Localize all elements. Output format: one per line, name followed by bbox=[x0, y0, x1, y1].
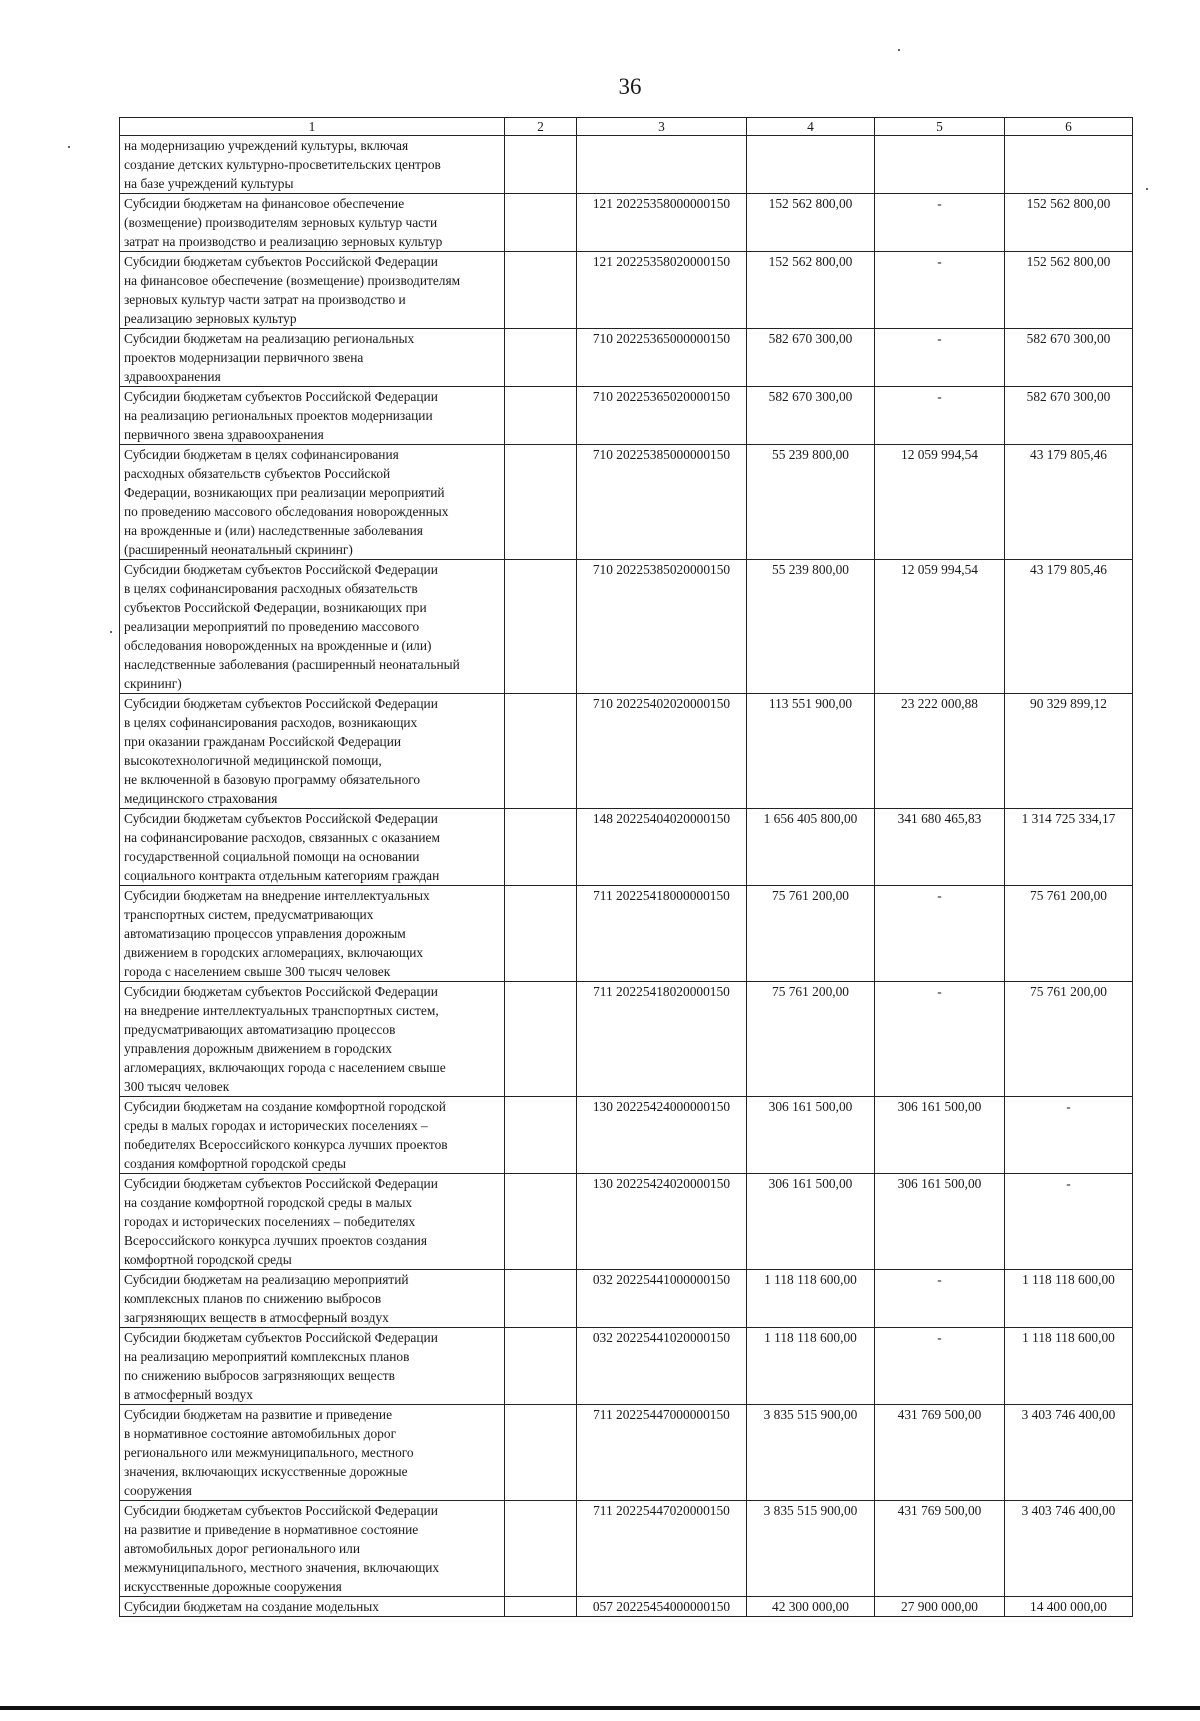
row-remaining-amount: 582 670 300,00 bbox=[1005, 329, 1133, 387]
row-budget-code: 032 20225441000000150 bbox=[577, 1270, 747, 1328]
row-approved-amount: 113 551 900,00 bbox=[747, 694, 875, 809]
row-col2 bbox=[505, 445, 577, 560]
row-approved-amount: 75 761 200,00 bbox=[747, 886, 875, 982]
row-executed-amount: 306 161 500,00 bbox=[875, 1174, 1005, 1270]
row-col2 bbox=[505, 1501, 577, 1597]
row-description: Субсидии бюджетам субъектов Российской Федерации на внедрение интеллектуальных транспортных систем, предусматривающих автоматизацию процессов управления дорожным движением в городских агломерациях, включающих города с населением свыше 300 тысяч человек bbox=[120, 982, 505, 1097]
row-approved-amount: 152 562 800,00 bbox=[747, 194, 875, 252]
budget-table bbox=[119, 117, 1133, 1617]
table-row bbox=[120, 1097, 1133, 1174]
table-row bbox=[120, 252, 1133, 329]
row-col2 bbox=[505, 982, 577, 1097]
row-description: Субсидии бюджетам субъектов Российской Федерации на развитие и приведение в нормативное состояние автомобильных дорог регионального или межмуниципального, местного значения, включающих искусственные дорожные сооружения bbox=[120, 1501, 505, 1597]
row-executed-amount: - bbox=[875, 194, 1005, 252]
row-col2 bbox=[505, 1270, 577, 1328]
row-col2 bbox=[505, 1597, 577, 1617]
row-approved-amount: 55 239 800,00 bbox=[747, 560, 875, 694]
row-executed-amount: - bbox=[875, 982, 1005, 1097]
row-approved-amount bbox=[747, 136, 875, 194]
table-body bbox=[120, 136, 1133, 1617]
row-approved-amount: 1 118 118 600,00 bbox=[747, 1328, 875, 1405]
row-approved-amount: 3 835 515 900,00 bbox=[747, 1405, 875, 1501]
row-approved-amount: 152 562 800,00 bbox=[747, 252, 875, 329]
table-row bbox=[120, 1405, 1133, 1501]
column-header: 5 bbox=[875, 118, 1005, 136]
row-budget-code: 130 20225424000000150 bbox=[577, 1097, 747, 1174]
row-col2 bbox=[505, 1174, 577, 1270]
row-col2 bbox=[505, 329, 577, 387]
row-executed-amount: 431 769 500,00 bbox=[875, 1501, 1005, 1597]
row-remaining-amount: 582 670 300,00 bbox=[1005, 387, 1133, 445]
row-budget-code: 032 20225441020000150 bbox=[577, 1328, 747, 1405]
table-row bbox=[120, 194, 1133, 252]
row-approved-amount: 75 761 200,00 bbox=[747, 982, 875, 1097]
row-approved-amount: 582 670 300,00 bbox=[747, 387, 875, 445]
row-executed-amount: 12 059 994,54 bbox=[875, 445, 1005, 560]
row-budget-code: 121 20225358020000150 bbox=[577, 252, 747, 329]
row-description: Субсидии бюджетам субъектов Российской Федерации на реализацию мероприятий комплексных планов по снижению выбросов загрязняющих веществ в атмосферный воздух bbox=[120, 1328, 505, 1405]
table-row bbox=[120, 560, 1133, 694]
column-header: 1 bbox=[120, 118, 505, 136]
row-executed-amount: 12 059 994,54 bbox=[875, 560, 1005, 694]
row-description: Субсидии бюджетам субъектов Российской Федерации в целях софинансирования расходов, возникающих при оказании гражданам Российской Федерации высокотехнологичной медицинской помощи, не включенной в базовую программу обязательного медицинского страхования bbox=[120, 694, 505, 809]
table-row bbox=[120, 1597, 1133, 1617]
row-remaining-amount: 3 403 746 400,00 bbox=[1005, 1405, 1133, 1501]
row-approved-amount: 306 161 500,00 bbox=[747, 1097, 875, 1174]
row-remaining-amount: 3 403 746 400,00 bbox=[1005, 1501, 1133, 1597]
row-budget-code: 121 20225358000000150 bbox=[577, 194, 747, 252]
row-remaining-amount: 1 314 725 334,17 bbox=[1005, 809, 1133, 886]
row-col2 bbox=[505, 886, 577, 982]
row-remaining-amount: 75 761 200,00 bbox=[1005, 982, 1133, 1097]
table-row bbox=[120, 694, 1133, 809]
row-executed-amount: 27 900 000,00 bbox=[875, 1597, 1005, 1617]
row-col2 bbox=[505, 136, 577, 194]
row-col2 bbox=[505, 1328, 577, 1405]
row-remaining-amount bbox=[1005, 136, 1133, 194]
row-executed-amount bbox=[875, 136, 1005, 194]
row-col2 bbox=[505, 194, 577, 252]
row-col2 bbox=[505, 809, 577, 886]
table-row bbox=[120, 886, 1133, 982]
row-remaining-amount: 90 329 899,12 bbox=[1005, 694, 1133, 809]
row-col2 bbox=[505, 560, 577, 694]
column-header: 6 bbox=[1005, 118, 1133, 136]
scan-speck bbox=[1146, 188, 1148, 190]
table-row bbox=[120, 329, 1133, 387]
row-approved-amount: 42 300 000,00 bbox=[747, 1597, 875, 1617]
row-budget-code: 710 20225385000000150 bbox=[577, 445, 747, 560]
row-description: Субсидии бюджетам в целях софинансирования расходных обязательств субъектов Российской Федерации, возникающих при реализации мероприятий по проведению массового обследования новорожденных на врожденные и (или) наследственные заболевания (расширенный неонатальный скрининг) bbox=[120, 445, 505, 560]
row-col2 bbox=[505, 694, 577, 809]
row-description: Субсидии бюджетам на создание комфортной городской среды в малых городах и исторических поселениях – победителях Всероссийского конкурса лучших проектов создания комфортной городской среды bbox=[120, 1097, 505, 1174]
table-row bbox=[120, 809, 1133, 886]
page-number: 36 bbox=[618, 74, 642, 99]
row-col2 bbox=[505, 1405, 577, 1501]
scan-speck bbox=[898, 49, 900, 51]
row-remaining-amount: 1 118 118 600,00 bbox=[1005, 1270, 1133, 1328]
row-remaining-amount: 152 562 800,00 bbox=[1005, 194, 1133, 252]
row-remaining-amount: 43 179 805,46 bbox=[1005, 560, 1133, 694]
row-col2 bbox=[505, 252, 577, 329]
table-row bbox=[120, 1270, 1133, 1328]
row-approved-amount: 55 239 800,00 bbox=[747, 445, 875, 560]
row-approved-amount: 1 118 118 600,00 bbox=[747, 1270, 875, 1328]
column-header: 2 bbox=[505, 118, 577, 136]
row-executed-amount: - bbox=[875, 252, 1005, 329]
row-budget-code: 711 20225418000000150 bbox=[577, 886, 747, 982]
row-executed-amount: 431 769 500,00 bbox=[875, 1405, 1005, 1501]
row-budget-code: 711 20225447000000150 bbox=[577, 1405, 747, 1501]
row-description: Субсидии бюджетам на реализацию региональных проектов модернизации первичного звена здравоохранения bbox=[120, 329, 505, 387]
row-description: Субсидии бюджетам на внедрение интеллектуальных транспортных систем, предусматривающих автоматизацию процессов управления дорожным движением в городских агломерациях, включающих города с населением свыше 300 тысяч человек bbox=[120, 886, 505, 982]
row-approved-amount: 1 656 405 800,00 bbox=[747, 809, 875, 886]
table-header-row bbox=[120, 118, 1133, 136]
column-header: 4 bbox=[747, 118, 875, 136]
row-budget-code bbox=[577, 136, 747, 194]
row-approved-amount: 3 835 515 900,00 bbox=[747, 1501, 875, 1597]
row-budget-code: 711 20225418020000150 bbox=[577, 982, 747, 1097]
table-row bbox=[120, 445, 1133, 560]
row-executed-amount: - bbox=[875, 329, 1005, 387]
column-header: 3 bbox=[577, 118, 747, 136]
row-budget-code: 710 20225365020000150 bbox=[577, 387, 747, 445]
table-row bbox=[120, 1501, 1133, 1597]
row-executed-amount: - bbox=[875, 1270, 1005, 1328]
row-description: Субсидии бюджетам на реализацию мероприятий комплексных планов по снижению выбросов загрязняющих веществ в атмосферный воздух bbox=[120, 1270, 505, 1328]
table-row bbox=[120, 982, 1133, 1097]
row-col2 bbox=[505, 387, 577, 445]
row-description: Субсидии бюджетам субъектов Российской Федерации в целях софинансирования расходных обязательств субъектов Российской Федерации, возникающих при реализации мероприятий по проведению массового обследования новорожденных на врожденные и (или) наследственные заболевания (расширенный неонатальный скрининг) bbox=[120, 560, 505, 694]
row-executed-amount: - bbox=[875, 886, 1005, 982]
row-remaining-amount: - bbox=[1005, 1097, 1133, 1174]
row-remaining-amount: 14 400 000,00 bbox=[1005, 1597, 1133, 1617]
row-executed-amount: 341 680 465,83 bbox=[875, 809, 1005, 886]
row-description: на модернизацию учреждений культуры, включая создание детских культурно-просветительских центров на базе учреждений культуры bbox=[120, 136, 505, 194]
row-description: Субсидии бюджетам субъектов Российской Федерации на софинансирование расходов, связанных с оказанием государственной социальной помощи на основании социального контракта отдельным категориям граждан bbox=[120, 809, 505, 886]
table-row bbox=[120, 136, 1133, 194]
row-description: Субсидии бюджетам субъектов Российской Федерации на создание комфортной городской среды в малых городах и исторических поселениях – победителях Всероссийского конкурса лучших проектов создания комфортной городской среды bbox=[120, 1174, 505, 1270]
row-executed-amount: - bbox=[875, 387, 1005, 445]
row-description: Субсидии бюджетам субъектов Российской Федерации на реализацию региональных проектов модернизации первичного звена здравоохранения bbox=[120, 387, 505, 445]
row-budget-code: 710 20225365000000150 bbox=[577, 329, 747, 387]
scan-speck bbox=[68, 146, 70, 148]
table-row bbox=[120, 1174, 1133, 1270]
row-executed-amount: 23 222 000,88 bbox=[875, 694, 1005, 809]
table-row bbox=[120, 387, 1133, 445]
row-budget-code: 130 20225424020000150 bbox=[577, 1174, 747, 1270]
row-description: Субсидии бюджетам на финансовое обеспечение (возмещение) производителям зерновых культур части затрат на производство и реализацию зерновых культур bbox=[120, 194, 505, 252]
row-budget-code: 057 20225454000000150 bbox=[577, 1597, 747, 1617]
row-col2 bbox=[505, 1097, 577, 1174]
row-description: Субсидии бюджетам на создание модельных bbox=[120, 1597, 505, 1617]
row-budget-code: 711 20225447020000150 bbox=[577, 1501, 747, 1597]
row-budget-code: 148 20225404020000150 bbox=[577, 809, 747, 886]
row-remaining-amount: 43 179 805,46 bbox=[1005, 445, 1133, 560]
row-remaining-amount: 75 761 200,00 bbox=[1005, 886, 1133, 982]
row-description: Субсидии бюджетам субъектов Российской Федерации на финансовое обеспечение (возмещение) производителям зерновых культур части затрат на производство и реализацию зерновых культур bbox=[120, 252, 505, 329]
row-budget-code: 710 20225385020000150 bbox=[577, 560, 747, 694]
row-budget-code: 710 20225402020000150 bbox=[577, 694, 747, 809]
row-description: Субсидии бюджетам на развитие и приведение в нормативное состояние автомобильных дорог регионального или межмуниципального, местного значения, включающих искусственные дорожные сооружения bbox=[120, 1405, 505, 1501]
scan-speck bbox=[110, 631, 112, 633]
row-approved-amount: 306 161 500,00 bbox=[747, 1174, 875, 1270]
row-executed-amount: 306 161 500,00 bbox=[875, 1097, 1005, 1174]
row-approved-amount: 582 670 300,00 bbox=[747, 329, 875, 387]
row-remaining-amount: - bbox=[1005, 1174, 1133, 1270]
row-remaining-amount: 152 562 800,00 bbox=[1005, 252, 1133, 329]
table-row bbox=[120, 1328, 1133, 1405]
scan-bottom-edge bbox=[0, 1706, 1200, 1710]
row-executed-amount: - bbox=[875, 1328, 1005, 1405]
row-remaining-amount: 1 118 118 600,00 bbox=[1005, 1328, 1133, 1405]
